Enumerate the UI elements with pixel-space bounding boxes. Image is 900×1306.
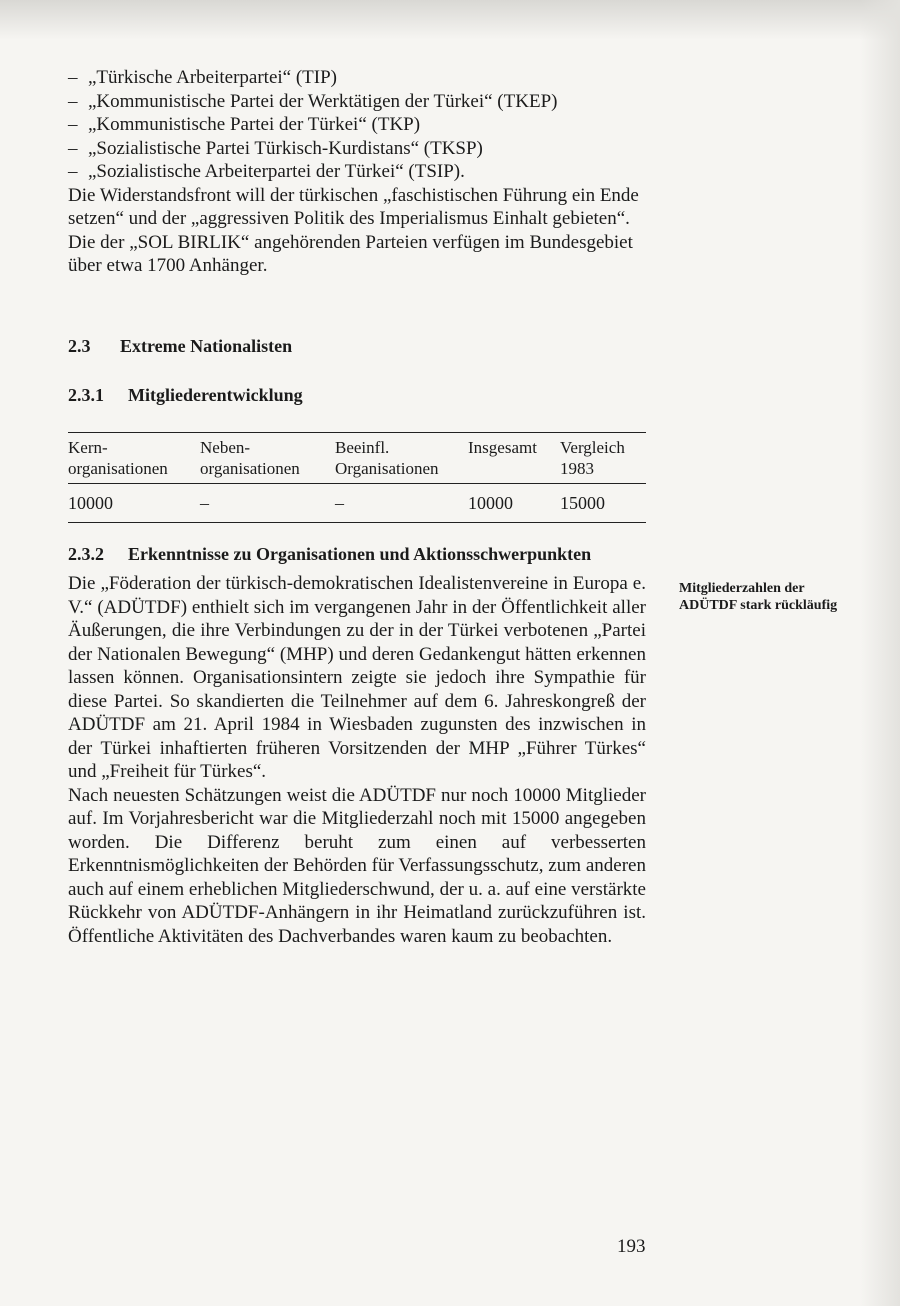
list-dash: –	[68, 137, 78, 159]
section-heading-2-3-2	[68, 544, 591, 565]
party-list-section	[68, 66, 646, 278]
section-number: 2.3.1	[68, 385, 104, 405]
section-title: Erkenntnisse zu Organisationen und Aktionsschwerpunkten	[128, 544, 592, 564]
scan-shadow-top	[0, 0, 900, 40]
section-title: Extreme Nationalisten	[120, 336, 293, 356]
page-number: 193	[617, 1236, 646, 1257]
table-header-row	[68, 433, 646, 484]
col-header-beeinfl-organisationen: Beeinfl. Organisationen	[335, 433, 468, 484]
col-header-insgesamt: Insgesamt	[468, 433, 560, 484]
paragraph-sol-birlik: Die der „SOL BIRLIK“ angehörenden Parteien verfügen im Bundesgebiet über etwa 1700 Anhänger.	[68, 231, 633, 276]
paragraph-adutdf-membership: Nach neuesten Schätzungen weist die ADÜTDF nur noch 10000 Mitglieder auf. Im Vorjahresbericht war die Mitgliederzahl noch mit 15000 angegeben worden. Die Differenz beruht zum einen auf verbesserten Erkenntnismöglichkeiten der Behörden für Verfassungsschutz, zum anderen auch auf einem erheblichen Mitgliederschwund, der u. a. auf eine verstärkte Rückkehr von ADÜTDF-Anhängern in ihr Heimatland zurückzuführen ist. Öffentliche Aktivitäten des Dachverbandes waren kaum zu beobachten.	[68, 784, 646, 947]
list-item	[68, 113, 646, 137]
list-item	[68, 66, 646, 90]
list-item	[68, 137, 646, 161]
col-header-vergleich-1983: Vergleich 1983	[560, 433, 646, 484]
membership-table	[68, 432, 646, 523]
section-title: Mitgliederentwicklung	[128, 385, 303, 405]
section-heading-2-3-1	[68, 385, 303, 406]
section-body	[68, 572, 646, 948]
list-item-text: „Kommunistische Partei der Werktätigen der Türkei“ (TKEP)	[88, 90, 558, 112]
list-item	[68, 160, 646, 184]
list-dash: –	[68, 67, 78, 88]
list-dash: –	[68, 90, 78, 112]
table-row	[68, 484, 646, 523]
margin-note: Mitgliederzahlen der ADÜTDF stark rückläufig	[679, 581, 838, 613]
section-number: 2.3	[68, 336, 91, 356]
paragraph-widerstandsfront: Die Widerstandsfront will der türkischen „faschistischen Führung ein Ende setzen“ und der „aggressiven Politik des Imperialismus Einhalt gebieten“.	[68, 184, 639, 229]
list-dash: –	[68, 114, 78, 135]
cell-kernorganisationen: 10000	[68, 484, 200, 523]
paragraph-adutdf-activities: Die „Föderation der türkisch-demokratischen Idealistenvereine in Europa e. V.“ (ADÜTDF) enthielt sich im vergangenen Jahr in der Öffentlichkeit aller Äußerungen, die ihre Verbindungen zu der in der Türkei verbotenen „Partei der Nationalen Bewegung“ (MHP) und deren Gedankengut hätten erkennen lassen können. Organisationsintern zeigte sie jedoch ihre Sympathie für diese Partei. So skandierten die Teilnehmer auf dem 6. Jahreskongreß der ADÜTDF am 21. April 1984 in Wiesbaden zugunsten des inzwischen in der Türkei inhaftierten früheren Vorsitzenden der MHP „Führer Türkes“ und „Freiheit für Türkes“.	[68, 573, 646, 782]
col-header-nebenorganisationen: Neben- organisationen	[200, 433, 335, 484]
cell-insgesamt: 10000	[468, 484, 560, 523]
section-number: 2.3.2	[68, 544, 104, 564]
scan-shadow-right	[860, 0, 900, 1306]
list-item	[68, 90, 646, 114]
list-item-text: „Sozialistische Partei Türkisch-Kurdistans“ (TKSP)	[88, 137, 483, 159]
cell-beeinfl-organisationen: –	[335, 484, 468, 523]
list-item-text: „Türkische Arbeiterpartei“ (TIP)	[88, 67, 337, 88]
list-dash: –	[68, 161, 78, 182]
section-heading-2-3	[68, 336, 292, 357]
list-item-text: „Sozialistische Arbeiterpartei der Türkei“ (TSIP).	[88, 161, 465, 182]
list-item-text: „Kommunistische Partei der Türkei“ (TKP)	[88, 114, 421, 135]
col-header-kernorganisationen: Kern- organisationen	[68, 433, 200, 484]
cell-vergleich-1983: 15000	[560, 484, 646, 523]
cell-nebenorganisationen: –	[200, 484, 335, 523]
